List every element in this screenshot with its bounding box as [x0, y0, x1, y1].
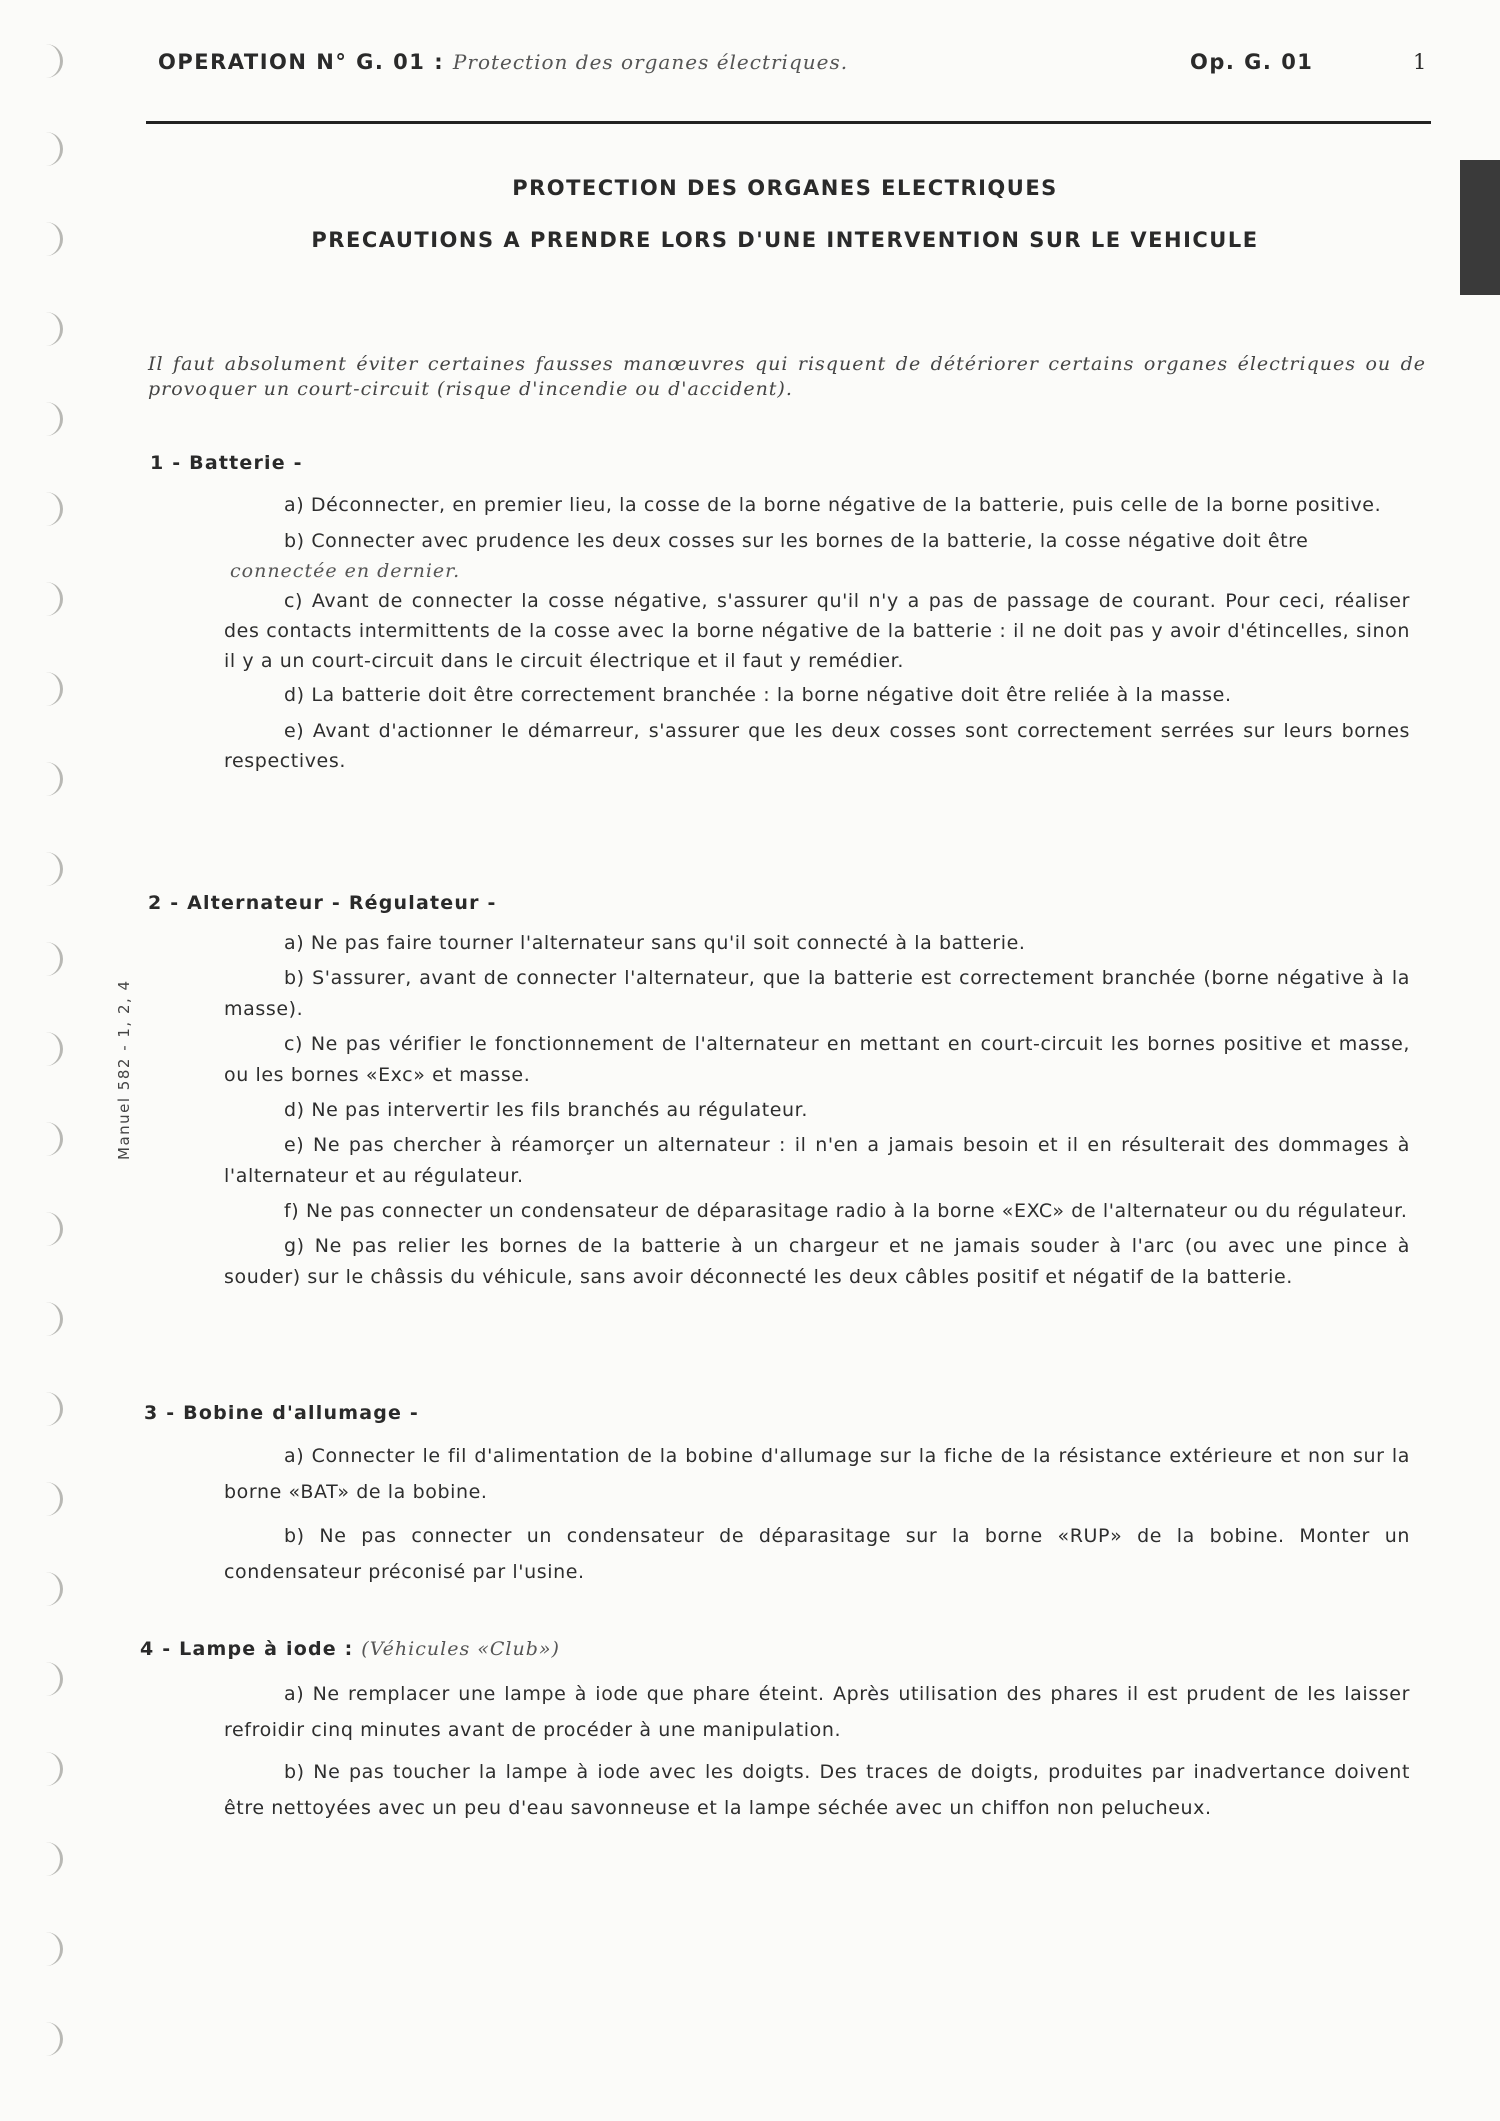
list-item: connectée en dernier.: [230, 560, 461, 582]
binder-hole: [38, 1572, 63, 1606]
intro-paragraph: Il faut absolument éviter certaines fausses manœuvres qui risquent de détériorer certains organes électriques ou de provoquer un court-circuit (risque d'incendie ou d'accident).: [148, 353, 1426, 400]
section-heading-alternateur: 2 - Alternateur - Régulateur -: [148, 892, 497, 914]
binder-hole: [38, 312, 63, 346]
binder-hole: [38, 1752, 63, 1786]
list-item: b) Ne pas toucher la lampe à iode avec les doigts. Des traces de doigts, produites par inadvertance doivent être nettoyées avec un peu d'eau savonneuse et la lampe séchée avec un chiffon non pelucheux.: [224, 1761, 1410, 1819]
binder-hole: [38, 1482, 63, 1516]
binder-hole: [38, 402, 63, 436]
list-item: b) S'assurer, avant de connecter l'alternateur, que la batterie est correctement branchée (borne négative à la masse).: [224, 967, 1410, 1020]
margin-reference: Manuel 582 - 1, 2, 4: [115, 979, 133, 1160]
list-item: b) Ne pas connecter un condensateur de déparasitage sur la borne «RUP» de la bobine. Monter un condensateur préconisé par l'usine.: [224, 1525, 1410, 1583]
list-item: c) Avant de connecter la cosse négative, s'assurer qu'il n'y a pas de passage de courant. Pour ceci, réaliser des contacts intermittents de la cosse avec la borne négative de la batterie : il ne doit pas y avoir d'étincelles, sinon il y a un court-circuit dans le circuit électrique et il faut y remédier.: [224, 590, 1410, 672]
section-body-lampe: [224, 1676, 1410, 1826]
operation-subtitle: Protection des organes électriques.: [452, 50, 849, 74]
section-title-note: (Véhicules «Club»): [361, 1638, 560, 1660]
binder-hole: [38, 942, 63, 976]
binder-hole: [38, 2022, 63, 2056]
list-item: c) Ne pas vérifier le fonctionnement de l'alternateur en mettant en court-circuit les bornes positive et masse, ou les bornes «Exc» et masse.: [224, 1033, 1410, 1086]
binder-hole: [38, 1302, 63, 1336]
operation-number: OPERATION N° G. 01 :: [158, 50, 445, 74]
binder-hole: [38, 762, 63, 796]
binder-hole: [38, 44, 63, 78]
list-item: a) Déconnecter, en premier lieu, la cosse de la borne négative de la batterie, puis celle de la borne positive.: [284, 494, 1382, 516]
binder-hole: [38, 1392, 63, 1426]
section-title: 4 - Lampe à iode :: [140, 1638, 354, 1660]
page-title: PROTECTION DES ORGANES ELECTRIQUES: [512, 176, 1058, 200]
binder-hole: [38, 672, 63, 706]
list-item: d) La batterie doit être correctement branchée : la borne négative doit être reliée à la masse.: [284, 684, 1232, 706]
list-item: b) Connecter avec prudence les deux cosses sur les bornes de la batterie, la cosse négative doit être: [284, 530, 1309, 552]
list-item: a) Connecter le fil d'alimentation de la bobine d'allumage sur la fiche de la résistance extérieure et non sur la borne «BAT» de la bobine.: [224, 1445, 1410, 1503]
section-heading-batterie: 1 - Batterie -: [150, 452, 303, 474]
binder-hole: [38, 1842, 63, 1876]
binder-hole: [38, 132, 63, 166]
page-number: 1: [1413, 50, 1427, 74]
binder-hole: [38, 1122, 63, 1156]
section-body-bobine: [224, 1438, 1410, 1590]
list-item: e) Avant d'actionner le démarreur, s'assurer que les deux cosses sont correctement serrées sur leurs bornes respectives.: [224, 720, 1410, 772]
list-item: e) Ne pas chercher à réamorçer un alternateur : il n'en a jamais besoin et il en résulterait des dommages à l'alternateur et au régulateur.: [224, 1134, 1410, 1187]
binder-holes: [28, 0, 88, 2121]
section-body-batterie: [224, 490, 1410, 776]
binder-hole: [38, 852, 63, 886]
binder-hole: [38, 1212, 63, 1246]
header-rule: [146, 121, 1431, 124]
section-heading-lampe: [140, 1638, 560, 1660]
page-header: [158, 50, 1500, 80]
binder-hole: [38, 1032, 63, 1066]
page-subtitle: PRECAUTIONS A PRENDRE LORS D'UNE INTERVENTION SUR LE VEHICULE: [311, 228, 1259, 252]
list-item: d) Ne pas intervertir les fils branchés au régulateur.: [284, 1099, 808, 1121]
binder-hole: [38, 1662, 63, 1696]
binder-hole: [38, 492, 63, 526]
operation-code: Op. G. 01: [1190, 50, 1314, 74]
list-item: f) Ne pas connecter un condensateur de déparasitage radio à la borne «EXC» de l'alternateur ou du régulateur.: [284, 1200, 1408, 1222]
list-item: a) Ne remplacer une lampe à iode que phare éteint. Après utilisation des phares il est prudent de les laisser refroidir cinq minutes avant de procéder à une manipulation.: [224, 1683, 1410, 1741]
section-body-alternateur: [224, 928, 1410, 1293]
list-item: a) Ne pas faire tourner l'alternateur sans qu'il soit connecté à la batterie.: [284, 932, 1026, 954]
binder-hole: [38, 1932, 63, 1966]
list-item: g) Ne pas relier les bornes de la batterie à un chargeur et ne jamais souder à l'arc (ou avec une pince à souder) sur le châssis du véhicule, sans avoir déconnecté les deux câbles positif et négatif de la batterie.: [224, 1235, 1410, 1288]
operation-heading: [158, 50, 848, 74]
section-heading-bobine: 3 - Bobine d'allumage -: [144, 1402, 420, 1424]
binder-hole: [38, 582, 63, 616]
